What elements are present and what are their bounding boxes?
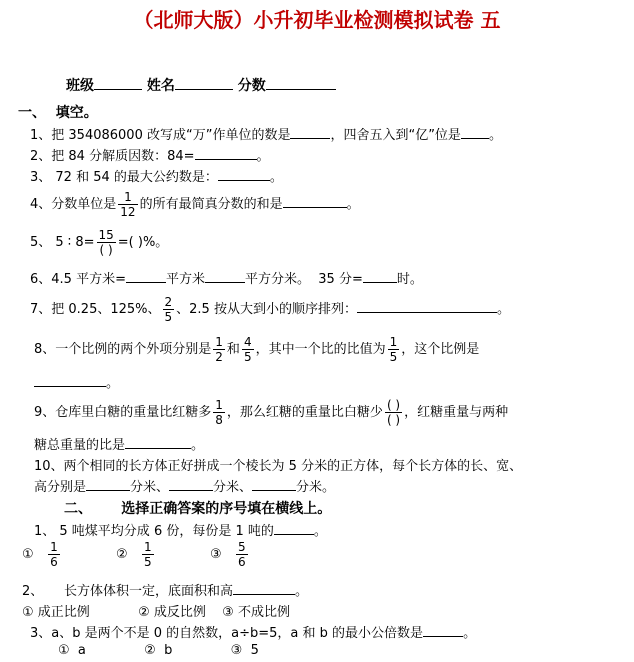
- q7-fraction: $\frac{2}{5}$: [164, 295, 173, 324]
- option-3[interactable]: ③ 不成比例: [222, 605, 290, 620]
- q1-blank-2[interactable]: [461, 126, 489, 139]
- question-8: 8、一个比例的两个外项分别是 $\frac{1}{2}$ 和 $\frac{4}{5}$ ，其中一个比的比值为 $\frac{1}{5}$ ，这个比例是: [34, 335, 480, 364]
- q3-blank[interactable]: [218, 168, 270, 181]
- choice-1-options: [22, 540, 250, 569]
- student-info-line: [66, 75, 336, 95]
- choice-question-1: 1、 5 吨煤平均分成 6 份，每份是 1 吨的 。: [34, 524, 327, 539]
- s2q3-blank[interactable]: [423, 624, 463, 637]
- option-2[interactable]: ② $\frac{1}{5}$: [115, 540, 152, 569]
- option-2[interactable]: ② 成反比例: [138, 605, 206, 620]
- s2q1-blank[interactable]: [274, 522, 314, 535]
- q9-answer-fraction[interactable]: $\frac{( )}{( )}$: [386, 398, 401, 427]
- name-blank[interactable]: [175, 77, 233, 90]
- s2q2-blank[interactable]: [233, 582, 295, 595]
- question-9: 9、仓库里白糖的重量比红糖多 $\frac{1}{8}$ ，那么红糖的重量比白糖少 $\frac{( )}{( )}$ ，红糖重量与两种: [34, 398, 509, 427]
- q1-blank-1[interactable]: [290, 126, 330, 139]
- section1-heading: 一、 填空。: [18, 105, 98, 121]
- q4-blank[interactable]: [283, 195, 347, 208]
- q6-blank-2[interactable]: [205, 270, 245, 283]
- q7-blank[interactable]: [357, 300, 497, 313]
- question-10-line2: 高分别是 分米、 分米、 分米。: [34, 480, 336, 495]
- q6-blank-1[interactable]: [126, 270, 166, 283]
- choice-question-3: 3、a、b 是两个不是 0 的自然数，a÷b=5，a 和 b 的最小公倍数是 。: [30, 626, 477, 641]
- question-7: 7、把 0.25、125%、 $\frac{2}{5}$ 、2.5 按从大到小的顺序排列： 。: [30, 295, 510, 324]
- option-1[interactable]: ① a: [58, 643, 86, 658]
- question-10: 10、两个相同的长方体正好拼成一个棱长为 5 分米的正方体，每个长方体的长、宽、: [34, 459, 523, 474]
- question-2: 2、把 84 分解质因数：84= 。: [30, 149, 270, 164]
- q8-blank[interactable]: [34, 374, 106, 387]
- question-9-line2: 糖总重量的比是 。: [34, 438, 205, 453]
- q10-blank-3[interactable]: [252, 478, 296, 491]
- option-3[interactable]: ③ 5: [230, 643, 259, 658]
- q6-blank-3[interactable]: [363, 270, 397, 283]
- class-blank[interactable]: [94, 77, 142, 90]
- score-label: 分数: [237, 78, 266, 94]
- choice-question-2: 2、 长方体体积一定，底面积和高 。: [22, 584, 308, 599]
- question-1: 1、把 354086000 改写成“万”作单位的数是 ，四舍五入到“亿”位是 。: [30, 128, 502, 143]
- name-label: 姓名: [146, 78, 175, 94]
- question-8-line2: 。: [34, 372, 119, 391]
- score-blank[interactable]: [266, 77, 336, 90]
- q4-fraction: $\frac{1}{12}$: [120, 190, 136, 219]
- q2-blank[interactable]: [195, 147, 257, 160]
- class-label: 班级: [66, 78, 94, 94]
- q10-blank-2[interactable]: [169, 478, 213, 491]
- q10-blank-1[interactable]: [86, 478, 130, 491]
- option-1[interactable]: ① 成正比例: [22, 605, 90, 620]
- question-6: 6、4.5 平方米= 平方米 平方分米。 35 分= 时。: [30, 272, 423, 287]
- section2-heading: 二、 选择正确答案的序号填在横线上。: [64, 501, 332, 517]
- option-2[interactable]: ② b: [144, 643, 173, 658]
- page-title: （北师大版）小升初毕业检测模拟试卷 五: [133, 8, 501, 32]
- choice-3-options: [58, 643, 259, 658]
- choice-2-options: [22, 601, 290, 620]
- question-4: 4、分数单位是 $\frac{1}{12}$ 的所有最简真分数的和是 。: [30, 190, 360, 219]
- q9-blank[interactable]: [125, 436, 191, 449]
- question-5: 5、 5 ∶ 8= $\frac{15}{( )}$ =( )%。: [30, 228, 169, 257]
- option-1[interactable]: ① $\frac{1}{6}$: [22, 540, 58, 569]
- q5-fraction[interactable]: $\frac{15}{( )}$: [98, 228, 114, 257]
- question-3: 3、 72 和 54 的最大公约数是： 。: [30, 170, 283, 185]
- option-3[interactable]: ③ $\frac{5}{6}$: [209, 540, 246, 569]
